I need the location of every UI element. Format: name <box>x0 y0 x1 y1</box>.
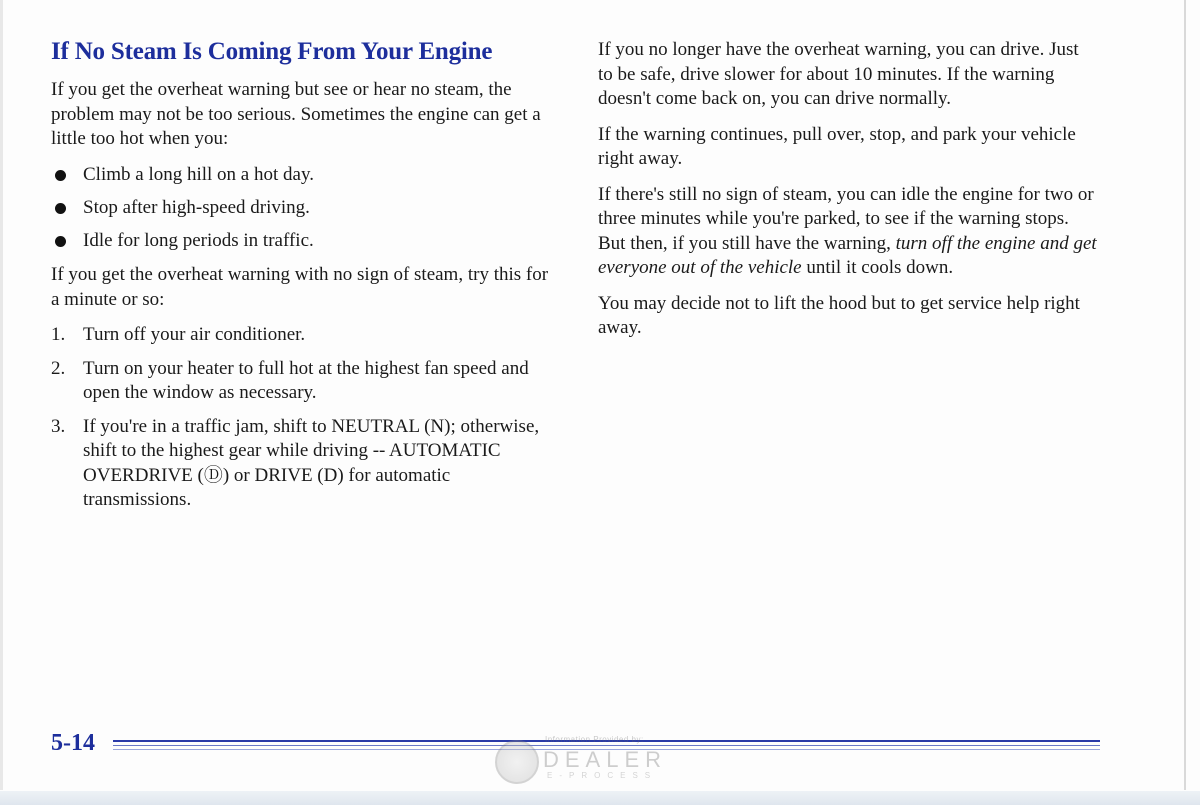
watermark-logo-icon <box>495 740 539 784</box>
step-text: Turn on your heater to full hot at the highest fan speed and open the window as necessary. <box>83 357 529 403</box>
bullet-icon <box>55 170 66 181</box>
bullet-icon <box>55 236 66 247</box>
dealer-watermark <box>495 735 705 785</box>
list-item: Stop after high-speed driving. <box>51 196 551 221</box>
step-item <box>51 323 551 348</box>
watermark-caption: Information Provided by: <box>545 735 644 744</box>
right-column <box>598 38 1098 352</box>
step-number: 2. <box>51 357 66 379</box>
page-number: 5-14 <box>51 730 95 756</box>
left-column <box>51 36 551 522</box>
paragraph-service-help: You may decide not to lift the hood but to get service help right away. <box>598 292 1080 338</box>
emphasized-warning: turn off the engine and get everyone out of the vehicle <box>598 232 1097 278</box>
paragraph-idle-engine: If there's still no sign of steam, you can idle the engine for two or three minutes while you're parked, to see if the warning stops. But then, if you still have the warning, turn off the engine and get everyone out of the vehicle until it cools down. <box>598 183 1097 278</box>
list-item: Idle for long periods in traffic. <box>51 229 551 254</box>
page-edge-left <box>0 0 3 790</box>
steps-list <box>51 323 551 513</box>
section-heading: If No Steam Is Coming From Your Engine <box>51 38 493 65</box>
lead-paragraph: If you get the overheat warning with no sign of steam, try this for a minute or so: <box>51 264 549 310</box>
bullet-icon <box>55 203 66 214</box>
step-text: Turn off your air conditioner. <box>83 324 306 345</box>
step-number: 3. <box>51 415 66 437</box>
intro-paragraph: If you get the overheat warning but see or hear no steam, the problem may not be too serious. Sometimes the engine can get a little too hot when you: <box>51 79 541 149</box>
list-item: Climb a long hill on a hot day. <box>51 163 551 188</box>
conditions-list <box>51 163 551 254</box>
step-item <box>51 357 551 406</box>
page-edge-bottom <box>0 791 1200 805</box>
watermark-subtitle: E-PROCESS <box>547 771 658 780</box>
step-number: 1. <box>51 324 66 345</box>
page-edge-right <box>1184 0 1186 790</box>
paragraph-warning-continues: If the warning continues, pull over, stop, and park your vehicle right away. <box>598 123 1076 169</box>
paragraph-warning-gone: If you no longer have the overheat warning, you can drive. Just to be safe, drive slower for about 10 minutes. If the warning doesn't come back on, you can drive normally. <box>598 39 1079 109</box>
watermark-brand: DEALER <box>543 747 668 772</box>
step-text: If you're in a traffic jam, shift to NEUTRAL (N); otherwise, shift to the highest gear while driving -- AUTOMATIC OVERDRIVE (Ⓓ) or DRIVE (D) for automatic transmissions. <box>83 415 540 510</box>
step-item <box>51 415 551 513</box>
